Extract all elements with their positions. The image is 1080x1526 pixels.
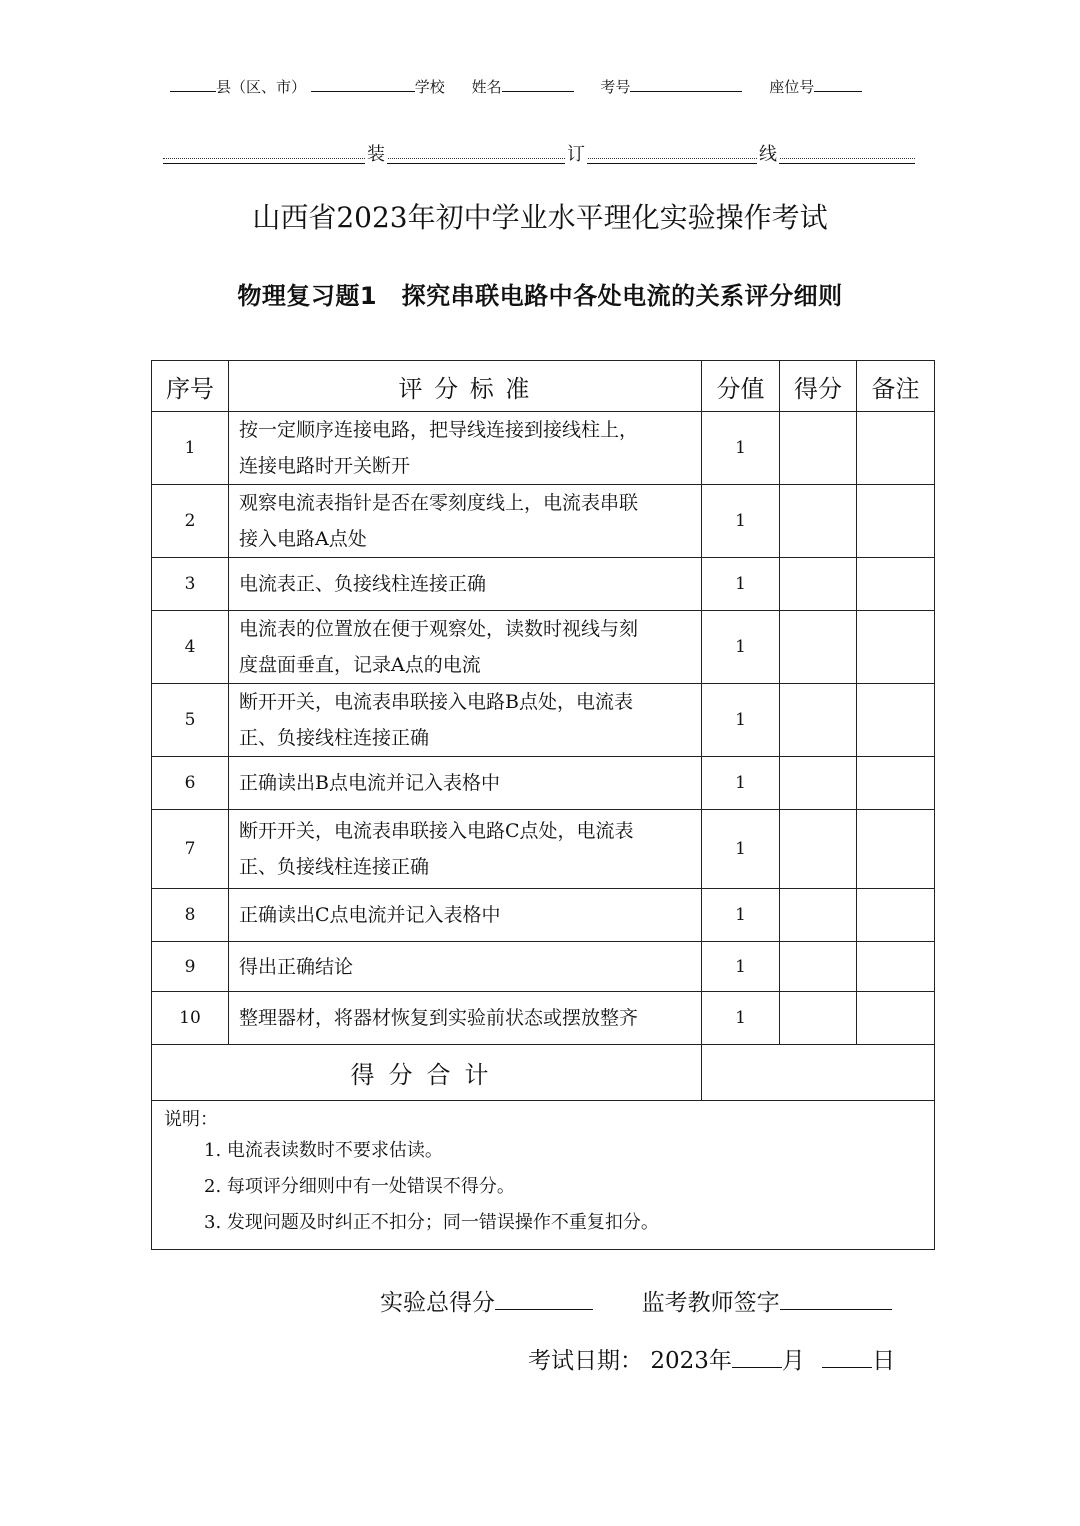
seat-blank[interactable]: [814, 74, 862, 92]
notes-row: [152, 1101, 935, 1250]
table-row: [152, 889, 935, 942]
row-value: 1: [702, 611, 780, 684]
score-cell[interactable]: [780, 611, 857, 684]
criteria-line-1: 正确读出B点电流并记入表格中: [239, 772, 500, 794]
header-value: 分值: [702, 361, 780, 412]
row-value: 1: [702, 558, 780, 611]
remark-cell[interactable]: [857, 412, 935, 485]
binding-char-ding: 订: [565, 140, 587, 166]
row-criteria: [229, 810, 702, 889]
criteria-line-1: 按一定顺序连接电路，把导线连接到接线柱上，: [239, 419, 639, 441]
seat-label: 座位号: [769, 78, 815, 96]
month-unit: 月: [781, 1348, 805, 1374]
criteria-line-2: 正、负接线柱连接正确: [239, 727, 430, 749]
exam-no-blank[interactable]: [630, 74, 742, 92]
row-value: 1: [702, 412, 780, 485]
score-cell[interactable]: [780, 992, 857, 1045]
criteria-line-2: 度盘面垂直，记录A点的电流: [239, 654, 481, 676]
total-row: [152, 1045, 935, 1101]
score-cell[interactable]: [780, 485, 857, 558]
criteria-line-2: 正、负接线柱连接正确: [239, 856, 430, 878]
name-blank[interactable]: [502, 74, 574, 92]
criteria-line-2: 接入电路A点处: [239, 528, 367, 550]
row-value: 1: [702, 757, 780, 810]
binding-line: [163, 146, 915, 164]
row-no: 10: [152, 992, 229, 1045]
invigilator-signature-blank[interactable]: [780, 1289, 892, 1310]
criteria-line-1: 得出正确结论: [239, 955, 354, 978]
date-year: 2023: [650, 1348, 709, 1374]
criteria-line-1: 断开开关，电流表串联接入电路C点处，电流表: [239, 820, 634, 842]
row-criteria: [229, 942, 702, 992]
criteria-line-1: 断开开关，电流表串联接入电路B点处，电流表: [239, 691, 633, 713]
remark-cell[interactable]: [857, 810, 935, 889]
note-item: 3. 发现问题及时纠正不扣分；同一错误操作不重复扣分。: [204, 1212, 659, 1233]
notes-cell: [152, 1101, 935, 1250]
row-criteria: [229, 757, 702, 810]
year-unit: 年: [708, 1348, 732, 1374]
table-row: [152, 992, 935, 1045]
criteria-line-1: 整理器材，将器材恢复到实验前状态或摆放整齐: [239, 1007, 639, 1029]
score-cell[interactable]: [780, 684, 857, 757]
row-no: 1: [152, 412, 229, 485]
notes-heading: 说明：: [164, 1109, 218, 1130]
header-no: 序号: [152, 361, 229, 412]
row-no: 5: [152, 684, 229, 757]
remark-cell[interactable]: [857, 485, 935, 558]
total-score-label: 实验总得分: [380, 1290, 495, 1316]
row-criteria: [229, 485, 702, 558]
score-cell[interactable]: [780, 889, 857, 942]
table-row: [152, 558, 935, 611]
row-no: 9: [152, 942, 229, 992]
criteria-line-1: 电流表的位置放在便于观察处，读数时视线与刻: [239, 618, 639, 640]
scoring-table: [151, 360, 935, 1250]
candidate-info-line: [170, 74, 862, 97]
row-criteria: [229, 558, 702, 611]
exam-no-label: 考号: [600, 78, 631, 96]
table-row: [152, 485, 935, 558]
remark-cell[interactable]: [857, 684, 935, 757]
county-blank[interactable]: [170, 74, 216, 92]
criteria-line-1: 电流表正、负接线柱连接正确: [239, 573, 487, 595]
score-cell[interactable]: [780, 942, 857, 992]
table-row: [152, 810, 935, 889]
remark-cell[interactable]: [857, 757, 935, 810]
total-and-signature-line: [380, 1284, 892, 1317]
remark-cell[interactable]: [857, 942, 935, 992]
table-row: [152, 942, 935, 992]
name-label: 姓名: [471, 78, 502, 96]
month-blank[interactable]: [732, 1347, 782, 1368]
row-no: 2: [152, 485, 229, 558]
binding-dotted-rule: [163, 158, 915, 159]
page-subtitle: 物理复习题1 探究串联电路中各处电流的关系评分细则: [237, 282, 843, 310]
school-label: 学校: [414, 78, 445, 96]
score-cell[interactable]: [780, 412, 857, 485]
row-criteria: [229, 889, 702, 942]
date-label: 考试日期：: [528, 1348, 643, 1374]
table-row: [152, 684, 935, 757]
note-item: 2. 每项评分细则中有一处错误不得分。: [204, 1176, 515, 1197]
row-criteria: [229, 684, 702, 757]
row-value: 1: [702, 992, 780, 1045]
day-blank[interactable]: [822, 1347, 872, 1368]
row-value: 1: [702, 684, 780, 757]
school-blank[interactable]: [311, 74, 415, 92]
score-cell[interactable]: [780, 810, 857, 889]
invigilator-label: 监考教师签字: [641, 1290, 780, 1316]
table-row: [152, 757, 935, 810]
score-cell[interactable]: [780, 757, 857, 810]
header-score: 得分: [780, 361, 857, 412]
binding-char-zhuang: 装: [365, 140, 387, 166]
table-row: [152, 611, 935, 684]
row-no: 4: [152, 611, 229, 684]
row-no: 3: [152, 558, 229, 611]
county-label: 县（区、市）: [216, 78, 307, 96]
row-value: 1: [702, 810, 780, 889]
remark-cell[interactable]: [857, 611, 935, 684]
criteria-line-2: 连接电路时开关断开: [239, 455, 411, 477]
row-no: 6: [152, 757, 229, 810]
exam-date-line: [528, 1342, 895, 1375]
row-criteria: [229, 412, 702, 485]
remark-cell[interactable]: [857, 558, 935, 611]
row-criteria: [229, 992, 702, 1045]
row-value: 1: [702, 889, 780, 942]
criteria-line-1: 观察电流表指针是否在零刻度线上，电流表串联: [239, 492, 639, 514]
binding-solid-rule: [163, 163, 915, 164]
row-value: 1: [702, 942, 780, 992]
row-criteria: [229, 611, 702, 684]
binding-char-xian: 线: [757, 140, 779, 166]
header-remark: 备注: [857, 361, 935, 412]
day-unit: 日: [872, 1348, 896, 1374]
row-value: 1: [702, 485, 780, 558]
total-score-blank[interactable]: [495, 1289, 593, 1310]
remark-cell[interactable]: [857, 992, 935, 1045]
table-header-row: [152, 361, 935, 412]
remark-cell[interactable]: [857, 889, 935, 942]
total-label: 得分合计: [152, 1045, 702, 1101]
criteria-line-1: 正确读出C点电流并记入表格中: [239, 904, 501, 926]
note-item: 1. 电流表读数时不要求估读。: [204, 1140, 443, 1161]
header-criteria: 评 分 标 准: [229, 361, 702, 412]
table-row: [152, 412, 935, 485]
score-cell[interactable]: [780, 558, 857, 611]
row-no: 8: [152, 889, 229, 942]
total-score-cell[interactable]: [702, 1045, 935, 1101]
page-title: 山西省2023年初中学业水平理化实验操作考试: [252, 201, 828, 234]
row-no: 7: [152, 810, 229, 889]
